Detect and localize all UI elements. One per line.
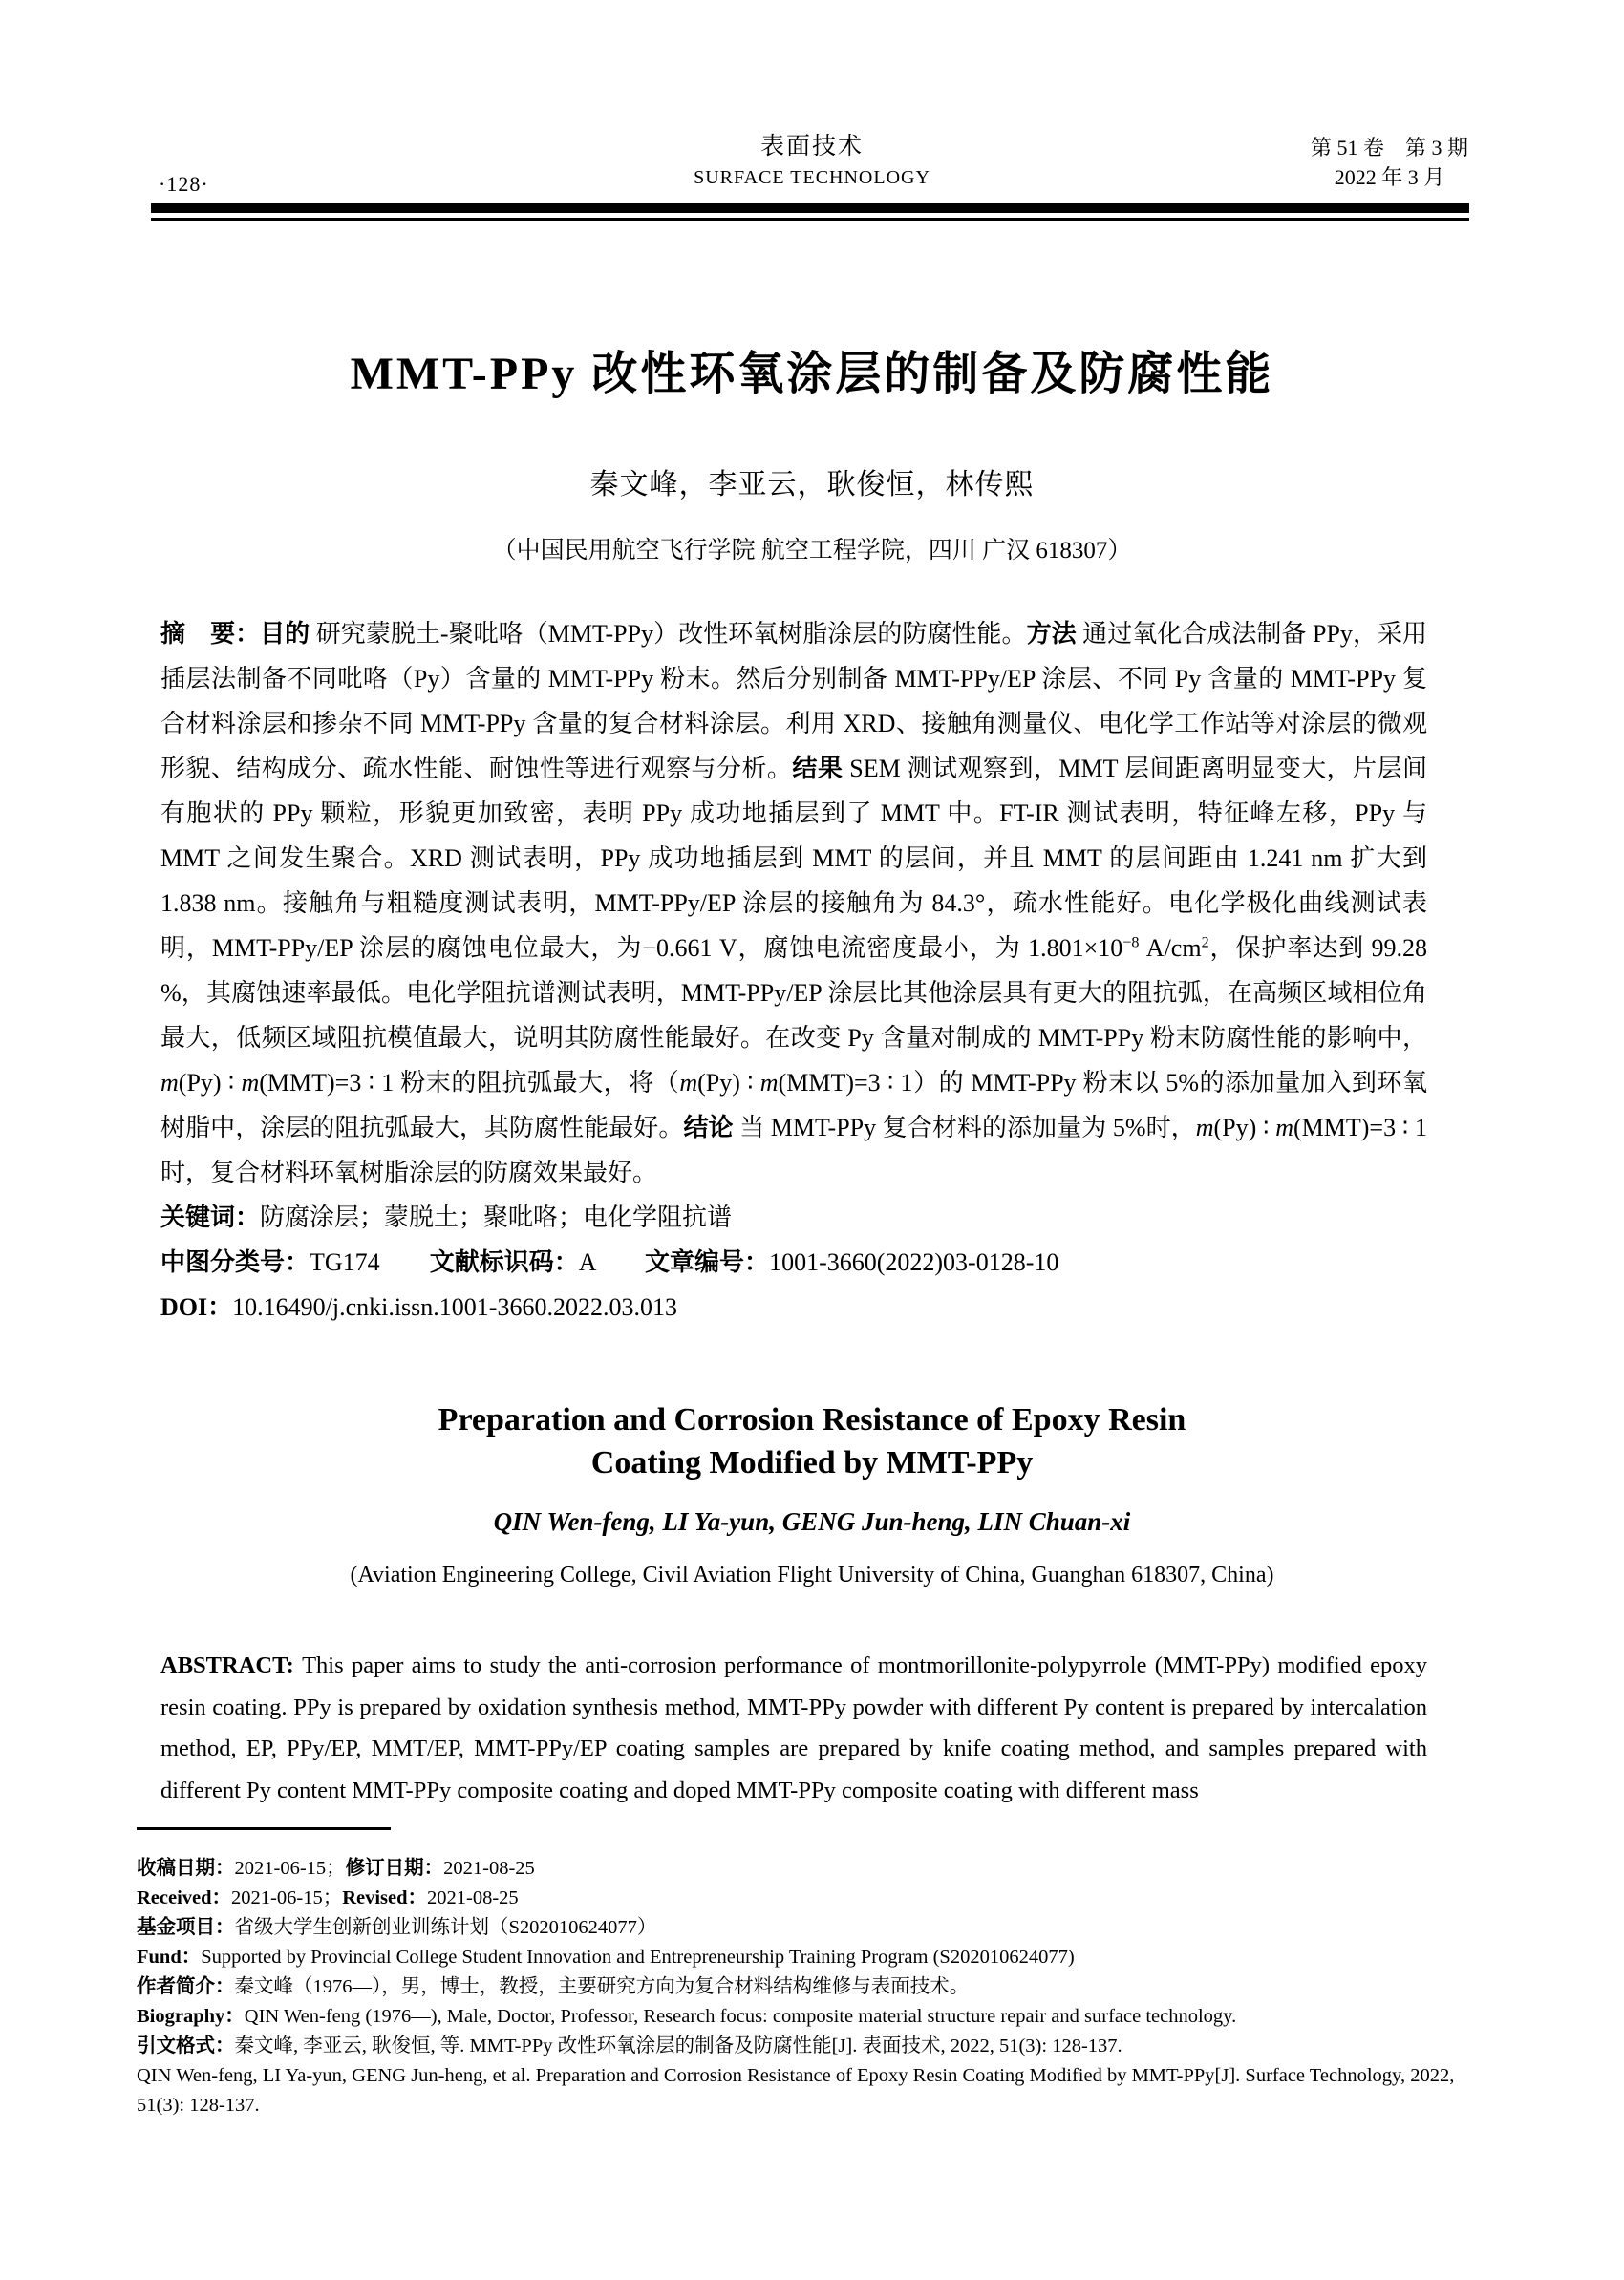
- abstract-en: ABSTRACT: This paper aims to study the anti-corrosion performance of montmorillonite-polypyrrole (MMT-PPy) modified epoxy resin coating. PPy is prepared by oxidation synthesis method, MMT-PPy powder with different Py content is prepared by intercalation method, EP, PPy/EP, MMT/EP, MMT-PPy/EP coating samples are prepared by knife coating method, and samples prepared with different Py content MMT-PPy composite coating and doped MMT-PPy composite coating with different mass: [160, 1652, 1427, 1803]
- footnote-citation-en: QIN Wen-feng, LI Ya-yun, GENG Jun-heng, et al. Preparation and Corrosion Resistance of Epoxy Resin Coating Modified by MMT-PPy[J]. Surface Technology, 2022, 51(3): 128-137.: [137, 2065, 1455, 2116]
- journal-name-cn: 表面技术: [759, 134, 864, 160]
- footnote-rule: [137, 1827, 391, 1830]
- footnote-fund-en: Fund：Supported by Provincial College Student Innovation and Entrepreneurship Training Program (S202010624077): [137, 1947, 1075, 1968]
- footnote-block: [137, 1854, 1469, 2120]
- article-title-en-line1: Preparation and Corrosion Resistance of Epoxy Resin: [438, 1402, 1186, 1438]
- journal-name-en: SURFACE TECHNOLOGY: [694, 167, 930, 188]
- footnote-received-en: Received：2021-06-15；Revised：2021-08-25: [137, 1887, 519, 1908]
- footnote-received-cn: 收稿日期：2021-06-15；修订日期：2021-08-25: [137, 1858, 535, 1879]
- footnote-biography-cn: 作者简介：秦文峰（1976—），男，博士，教授，主要研究方向为复合材料结构维修与表面技术。: [137, 1976, 970, 1997]
- issue-date: 2022 年 3 月: [1334, 165, 1445, 189]
- affiliation-cn: （中国民用航空飞行学院 航空工程学院，四川 广汉 618307）: [492, 538, 1132, 564]
- article-title-cn: MMT-PPy 改性环氧涂层的制备及防腐性能: [350, 349, 1274, 399]
- footnote-biography-en: Biography：QIN Wen-feng (1976—), Male, Doctor, Professor, Research focus: composite material structure repair and surface technology.: [137, 2006, 1237, 2027]
- article-title-en: [0, 1398, 1624, 1484]
- issue-info: [1311, 134, 1468, 193]
- abstract-block-cn: [160, 611, 1427, 1330]
- volume-issue: 第 51 卷 第 3 期: [1310, 136, 1468, 160]
- keywords-line: 关键词：防腐涂层；蒙脱土；聚吡咯；电化学阻抗谱: [160, 1204, 733, 1231]
- doi-line: DOI：10.16490/j.cnki.issn.1001-3660.2022.03.013: [160, 1293, 677, 1321]
- page-number: ·128·: [159, 172, 209, 196]
- affiliation-en: (Aviation Engineering College, Civil Aviation Flight University of China, Guanghan 618307, China): [350, 1563, 1274, 1587]
- footnote-fund-cn: 基金项目：省级大学生创新创业训练计划（S202010624077）: [137, 1917, 657, 1938]
- footnote-citation-cn: 引文格式：秦文峰, 李亚云, 耿俊恒, 等. MMT-PPy 改性环氧涂层的制备及防腐性能[J]. 表面技术, 2022, 51(3): 128-137.: [137, 2035, 1122, 2056]
- clc-line: 中图分类号：TG174 文献标识码：A 文章编号：1001-3660(2022)03-0128-10: [160, 1248, 1059, 1276]
- authors-cn: 秦文峰，李亚云，耿俊恒，林传熙: [589, 469, 1035, 501]
- abstract-cn: 摘 要：目的 研究蒙脱土-聚吡咯（MMT-PPy）改性环氧树脂涂层的防腐性能。方法 通过氧化合成法制备 PPy，采用插层法制备不同吡咯（Py）含量的 MMT-PPy 粉末。然后分别制备 MMT-PPy/EP 涂层、不同 Py 含量的 MMT-PPy 复合材料涂层和掺杂不同 MMT-PPy 含量的复合材料涂层。利用 XRD、接触角测量仪、电化学工作站等对涂层的微观形貌、结构成分、疏水性能、耐蚀性等进行观察与分析。结果 SEM 测试观察到，MMT 层间距离明显变大，片层间有胞状的 PPy 颗粒，形貌更加致密，表明 PPy 成功地插层到了 MMT 中。FT-IR 测试表明，特征峰左移，PPy 与 MMT 之间发生聚合。XRD 测试表明，PPy 成功地插层到 MMT 的层间，并且 MMT 的层间距由 1.241 nm 扩大到 1.838 nm。接触角与粗糙度测试表明，MMT-PPy/EP 涂层的接触角为 84.3°，疏水性能好。电化学极化曲线测试表明，MMT-PPy/EP 涂层的腐蚀电位最大，为−0.661 V，腐蚀电流密度最小，为 $1.801\times 10^{-8}$ $A/cm^2$，保护率达到 99.28 %，其腐蚀速率最低。电化学阻抗谱测试表明，MMT-PPy/EP 涂层比其他涂层具有更大的阻抗弧，在高频区域相位角最大，低频区域阻抗模值最大，说明其防腐性能最好。在改变 Py 含量对制成的 MMT-PPy 粉末防腐性能的影响中，m(Py) ∶ m(MMT)=3 ∶ 1 粉末的阻抗弧最大，将（m(Py) ∶ m(MMT)=3 ∶ 1）的 MMT-PPy 粉末以 5%的添加量加入到环氧树脂中，涂层的阻抗弧最大，其防腐性能最好。结论 当 MMT-PPy 复合材料的添加量为 5%时，m(Py) ∶ m(MMT)=3 ∶ 1 时，复合材料环氧树脂涂层的防腐效果最好。: [160, 620, 1428, 1186]
- article-title-en-line2: Coating Modified by MMT-PPy: [590, 1445, 1034, 1481]
- header-rule-thin: [151, 218, 1469, 221]
- header-rule-thick: [151, 203, 1469, 213]
- authors-en: QIN Wen-feng, LI Ya-yun, GENG Jun-heng, LIN Chuan-xi: [493, 1507, 1131, 1536]
